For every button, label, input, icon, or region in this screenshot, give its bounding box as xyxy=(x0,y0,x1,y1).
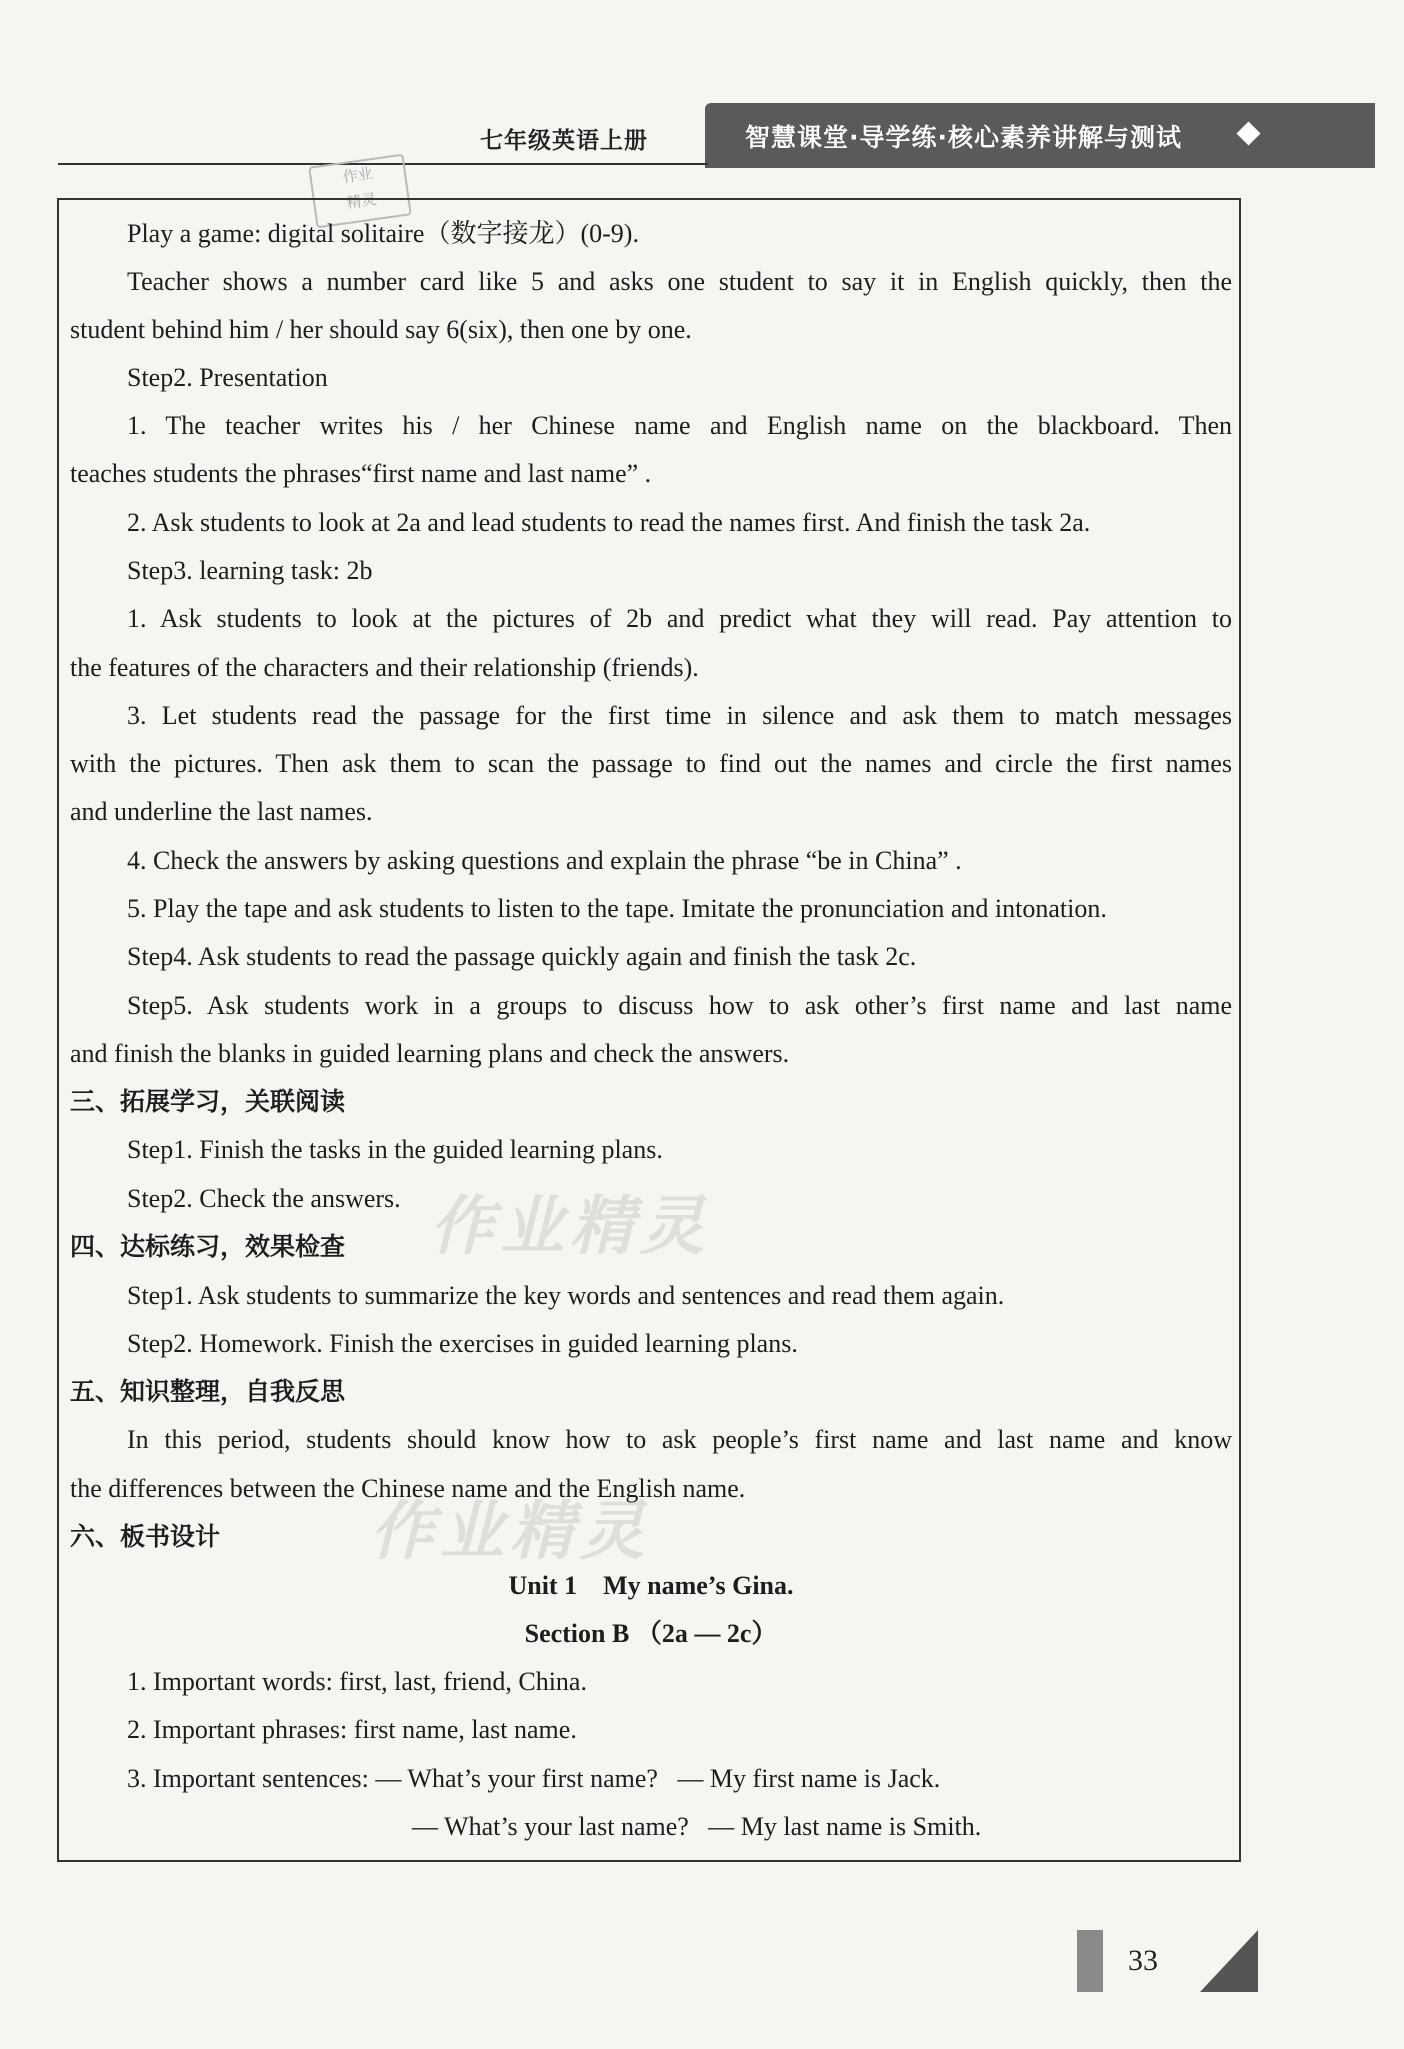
watermark-text: 作业精灵 xyxy=(430,1190,710,1264)
text-line: student behind him / her should say 6(six), then one by one. xyxy=(70,315,692,344)
page-number-bar xyxy=(1077,1930,1103,1992)
text-line: the differences between the Chinese name and the English name. xyxy=(70,1474,746,1503)
text-line: Step2. Presentation xyxy=(127,363,328,392)
text-line: and finish the blanks in guided learning plans and check the answers. xyxy=(70,1039,790,1068)
text-line: — What’s your last name? — My last name is Smith. xyxy=(412,1812,982,1841)
board-title: Unit 1 My name’s Gina. xyxy=(508,1571,794,1600)
page-number: 33 xyxy=(1128,1944,1158,1977)
text-line: Step1. Ask students to summarize the key words and sentences and read them again. xyxy=(127,1281,1005,1310)
board-subtitle: Section B （2a — 2c） xyxy=(524,1619,778,1648)
book-label: 七年级英语上册 xyxy=(480,128,648,154)
text-line: teaches students the phrases“first name and last name” . xyxy=(70,459,652,488)
page-corner-triangle xyxy=(1200,1930,1258,1992)
section-heading: 三、拓展学习，关联阅读 xyxy=(70,1087,346,1116)
section-heading: 四、达标练习，效果检查 xyxy=(70,1232,346,1261)
text-line: 5. Play the tape and ask students to listen to the tape. Imitate the pronunciation and intonation. xyxy=(127,894,1107,923)
stamp-line-2: 精灵 xyxy=(345,189,378,212)
section-heading: 六、板书设计 xyxy=(70,1522,221,1551)
text-line: Step3. learning task: 2b xyxy=(127,556,373,585)
text-line: 3. Important sentences: — What’s your first name? — My first name is Jack. xyxy=(127,1764,941,1793)
text-line: 3. Let students read the passage for the first time in silence and ask them to match messages xyxy=(127,701,1232,730)
text-line: and underline the last names. xyxy=(70,797,373,826)
stamp-line-1: 作业 xyxy=(341,164,374,187)
section-heading: 五、知识整理，自我反思 xyxy=(70,1377,346,1406)
text-line: Step4. Ask students to read the passage quickly again and finish the task 2c. xyxy=(127,942,917,971)
text-line: with the pictures. Then ask them to scan the passage to find out the names and circle the first names xyxy=(70,749,1232,778)
text-line: In this period, students should know how to ask people’s first name and last name and know xyxy=(127,1425,1232,1454)
text-line: 1. Ask students to look at the pictures of 2b and predict what they will read. Pay attention to xyxy=(127,604,1232,633)
watermark-text: 作业精灵 xyxy=(370,1495,650,1569)
text-line: Play a game: digital solitaire（数字接龙）(0-9). xyxy=(127,219,639,248)
text-line: 2. Important phrases: first name, last name. xyxy=(127,1715,577,1744)
text-line: 2. Ask students to look at 2a and lead students to read the names first. And finish the task 2a. xyxy=(127,508,1091,537)
text-line: 1. Important words: first, last, friend, China. xyxy=(127,1667,587,1696)
series-title: 智慧课堂·导学练·核心素养讲解与测试 xyxy=(745,123,1182,152)
text-line: Step5. Ask students work in a groups to discuss how to ask other’s first name and last name xyxy=(127,991,1232,1020)
text-line: 4. Check the answers by asking questions and explain the phrase “be in China” . xyxy=(127,846,962,875)
text-line: 1. The teacher writes his / her Chinese name and English name on the blackboard. Then xyxy=(127,411,1232,440)
text-line: the features of the characters and their relationship (friends). xyxy=(70,653,699,682)
text-line: Step1. Finish the tasks in the guided learning plans. xyxy=(127,1135,663,1164)
text-line: Step2. Check the answers. xyxy=(127,1184,401,1213)
text-line: Teacher shows a number card like 5 and asks one student to say it in English quickly, then the xyxy=(127,267,1232,296)
text-line: Step2. Homework. Finish the exercises in guided learning plans. xyxy=(127,1329,798,1358)
